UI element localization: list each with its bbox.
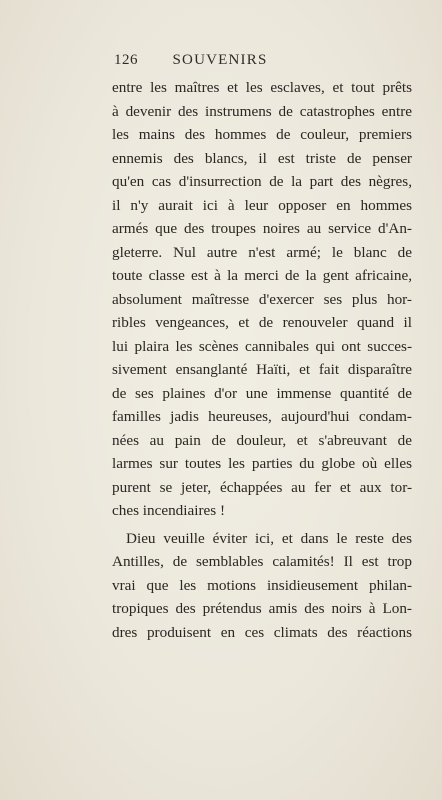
text-line: larmes sur toutes les parties du globe où elles xyxy=(112,455,412,472)
text-line: ribles vengeances, et de renouveler quand il xyxy=(112,314,412,331)
text-line: vrai que les motions insidieusement philan- xyxy=(112,576,412,594)
text-line: Antilles, de semblables calamités! Il est trop xyxy=(112,553,412,570)
text-line: familles jadis heureuses, aujourd'hui condam- xyxy=(112,408,412,425)
text-line: toute classe est à la merci de la gent africaine, xyxy=(112,267,412,284)
text-line: ennemis des blancs, il est triste de penser xyxy=(112,149,412,167)
page-header xyxy=(0,52,442,72)
text-line: purent se jeter, échappées au fer et aux tor- xyxy=(112,478,412,496)
text-line: lui plaira les scènes cannibales qui ont succes- xyxy=(112,337,412,355)
text-line: absolument maîtresse d'exercer ses plus hor- xyxy=(112,290,412,308)
text-line: gleterre. Nul autre n'est armé; le blanc de xyxy=(112,243,412,261)
running-head: SOUVENIRS xyxy=(172,52,268,68)
text-line: dres produisent en ces climats des réactions xyxy=(112,623,412,641)
paragraph xyxy=(112,76,412,523)
text-line: tropiques des prétendus amis des noirs à Lon- xyxy=(112,600,412,617)
text-line: nées au pain de douleur, et s'abreuvant de xyxy=(112,431,412,449)
text-line: à devenir des instrumens de catastrophes entre xyxy=(112,102,412,120)
body-text xyxy=(112,76,412,644)
text-line: qu'en cas d'insurrection de la part des nègres, xyxy=(112,173,412,190)
paragraph xyxy=(112,527,412,645)
text-line: sivement ensanglanté Haïti, et fait disparaître xyxy=(112,361,412,378)
text-line: Dieu veuille éviter ici, et dans le reste des xyxy=(126,529,412,547)
text-line: de ses plaines d'or une immense quantité de xyxy=(112,384,412,402)
text-line: les mains des hommes de couleur, premiers xyxy=(112,126,412,143)
text-line: ches incendiaires ! xyxy=(112,502,226,519)
text-line: il n'y aurait ici à leur opposer en hommes xyxy=(112,196,412,214)
page-number: 126 xyxy=(114,52,138,68)
text-line: entre les maîtres et les esclaves, et tout prêts xyxy=(112,79,412,96)
text-line: armés que des troupes noires au service d'An- xyxy=(112,220,412,237)
